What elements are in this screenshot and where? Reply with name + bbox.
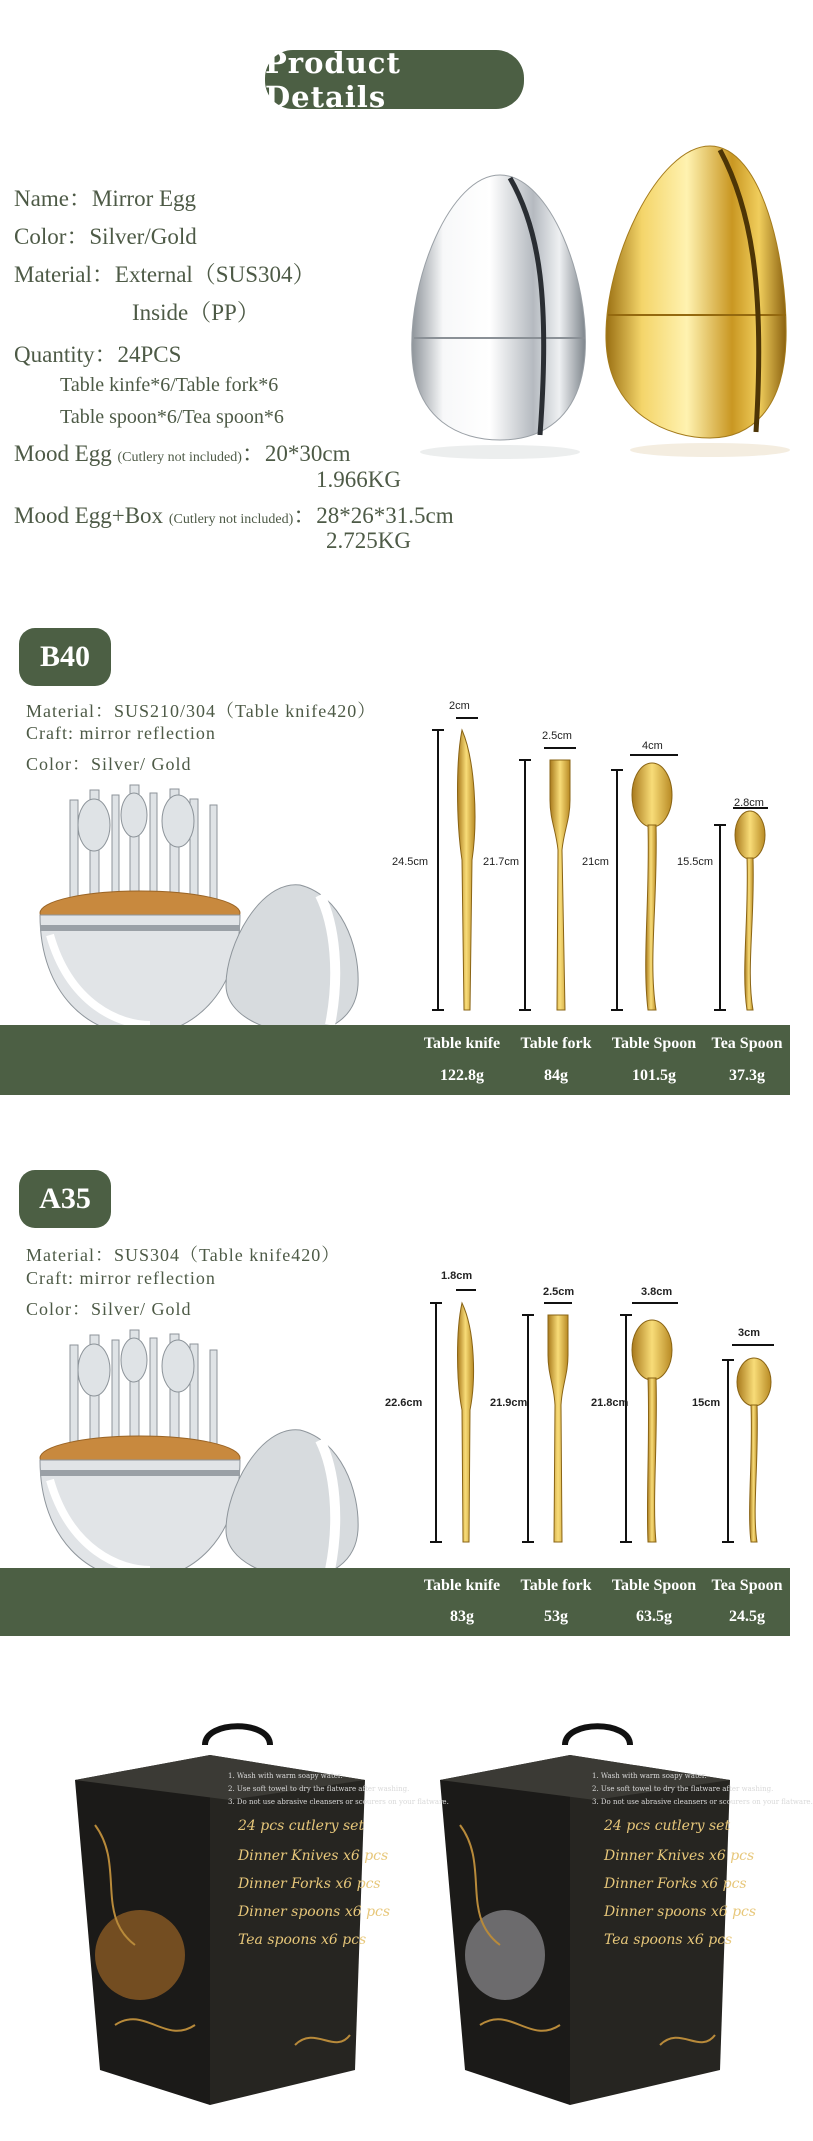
b40-label-knife: Table knife bbox=[423, 1035, 501, 1052]
box-right-care-1: 1. Wash with warm soapy water. bbox=[592, 1772, 707, 1780]
box-right-care-3: 3. Do not use abrasive cleansers or scourers on your flatware. bbox=[592, 1798, 813, 1806]
mood-egg-size: ：20*30cm bbox=[241, 441, 351, 466]
b40-teaspoon-width: 2.8cm bbox=[734, 797, 764, 809]
mood-egg-weight: 1.966KG bbox=[316, 467, 401, 492]
spec-color: Color：Silver/Gold bbox=[14, 224, 197, 249]
a35-teaspoon-width: 3cm bbox=[738, 1327, 761, 1339]
box-left-care-3: 3. Do not use abrasive cleansers or scourers on your flatware. bbox=[228, 1798, 449, 1806]
b40-fork-length: 21.7cm bbox=[483, 856, 520, 868]
egg-pair-image bbox=[400, 140, 790, 470]
a35-spoon-length: 21.8cm bbox=[591, 1397, 629, 1409]
a35-fork-width: 2.5cm bbox=[543, 1286, 575, 1298]
mood-egg-label: Mood Egg bbox=[14, 441, 112, 466]
b40-badge: B40 bbox=[19, 628, 111, 686]
b40-spoon-width: 4cm bbox=[642, 740, 663, 752]
box-right-line-3: Dinner Forks x6 pcs bbox=[604, 1876, 747, 1892]
b40-teaspoon-length: 15.5cm bbox=[677, 856, 714, 868]
spec-material: Material：External（SUS304） bbox=[14, 262, 316, 287]
a35-color: Color：Silver/ Gold bbox=[26, 1299, 192, 1319]
box-right-line-4: Dinner spoons x6 pcs bbox=[604, 1904, 757, 1920]
a35-material: Material：SUS304（Table knife420） bbox=[26, 1245, 341, 1265]
b40-weight-spoon: 101.5g bbox=[632, 1067, 676, 1084]
a35-weight-teaspoon: 24.5g bbox=[729, 1608, 765, 1625]
a35-weight-knife: 83g bbox=[450, 1608, 474, 1625]
spec-mood-egg bbox=[14, 435, 351, 468]
box-right-line-2: Dinner Knives x6 pcs bbox=[604, 1848, 755, 1864]
a35-cutlery-diagram bbox=[420, 1270, 790, 1560]
box-left-care-2: 2. Use soft towel to dry the flatware after washing. bbox=[228, 1785, 410, 1793]
spec-contents-2: Table spoon*6/Tea spoon*6 bbox=[60, 406, 284, 428]
box-right-care-2: 2. Use soft towel to dry the flatware after washing. bbox=[592, 1785, 774, 1793]
mood-box-weight: 2.725KG bbox=[326, 528, 411, 553]
mood-box-size: ：28*26*31.5cm bbox=[293, 503, 454, 528]
b40-label-spoon: Table Spoon bbox=[611, 1035, 697, 1052]
b40-fork-width: 2.5cm bbox=[542, 730, 572, 742]
b40-weight-knife: 122.8g bbox=[440, 1067, 484, 1084]
spec-material-inside: Inside（PP） bbox=[132, 300, 260, 325]
a35-weight-spoon: 63.5g bbox=[636, 1608, 672, 1625]
a35-fork-length: 21.9cm bbox=[490, 1397, 528, 1409]
box-left-line-2: Dinner Knives x6 pcs bbox=[238, 1848, 389, 1864]
b40-material: Material：SUS210/304（Table knife420） bbox=[26, 701, 377, 721]
a35-knife-width: 1.8cm bbox=[441, 1270, 473, 1282]
b40-knife-length: 24.5cm bbox=[392, 856, 429, 868]
b40-weight-fork: 84g bbox=[544, 1067, 568, 1084]
b40-label-fork: Table fork bbox=[520, 1035, 592, 1052]
a35-label-teaspoon: Tea Spoon bbox=[711, 1577, 783, 1594]
mood-box-note: (Cutlery not included) bbox=[168, 512, 294, 527]
box-right-line-1: 24 pcs cutlery set bbox=[604, 1818, 731, 1834]
b40-color: Color：Silver/ Gold bbox=[26, 754, 192, 774]
a35-weight-fork: 53g bbox=[544, 1608, 568, 1625]
a35-badge: A35 bbox=[19, 1170, 111, 1228]
a35-teaspoon-length: 15cm bbox=[692, 1397, 721, 1409]
spec-quantity: Quantity：24PCS bbox=[14, 342, 182, 367]
b40-label-teaspoon: Tea Spoon bbox=[711, 1035, 783, 1052]
a35-knife-length: 22.6cm bbox=[385, 1397, 423, 1409]
spec-name: Name：Mirror Egg bbox=[14, 186, 197, 211]
box-left-line-3: Dinner Forks x6 pcs bbox=[238, 1876, 381, 1892]
spec-contents-1: Table kinfe*6/Table fork*6 bbox=[60, 374, 279, 396]
box-left-line-1: 24 pcs cutlery set bbox=[238, 1818, 365, 1834]
a35-label-knife: Table knife bbox=[423, 1577, 501, 1594]
b40-spoon-length: 21cm bbox=[582, 856, 609, 868]
a35-label-spoon: Table Spoon bbox=[611, 1577, 697, 1594]
page-title: Product Details bbox=[265, 50, 524, 109]
a35-label-fork: Table fork bbox=[520, 1577, 592, 1594]
box-left-care-1: 1. Wash with warm soapy water. bbox=[228, 1772, 343, 1780]
a35-spoon-width: 3.8cm bbox=[641, 1286, 673, 1298]
mood-egg-note: (Cutlery not included) bbox=[117, 450, 242, 465]
a35-craft: Craft: mirror reflection bbox=[26, 1268, 216, 1288]
b40-knife-width: 2cm bbox=[449, 700, 470, 712]
spec-mood-box bbox=[14, 497, 454, 530]
box-left-line-4: Dinner spoons x6 pcs bbox=[238, 1904, 391, 1920]
b40-weight-teaspoon: 37.3g bbox=[729, 1067, 765, 1084]
mood-box-label: Mood Egg+Box bbox=[14, 503, 164, 528]
box-left-line-5: Tea spoons x6 pcs bbox=[238, 1932, 367, 1948]
box-right-line-5: Tea spoons x6 pcs bbox=[604, 1932, 733, 1948]
b40-craft: Craft: mirror reflection bbox=[26, 723, 216, 743]
